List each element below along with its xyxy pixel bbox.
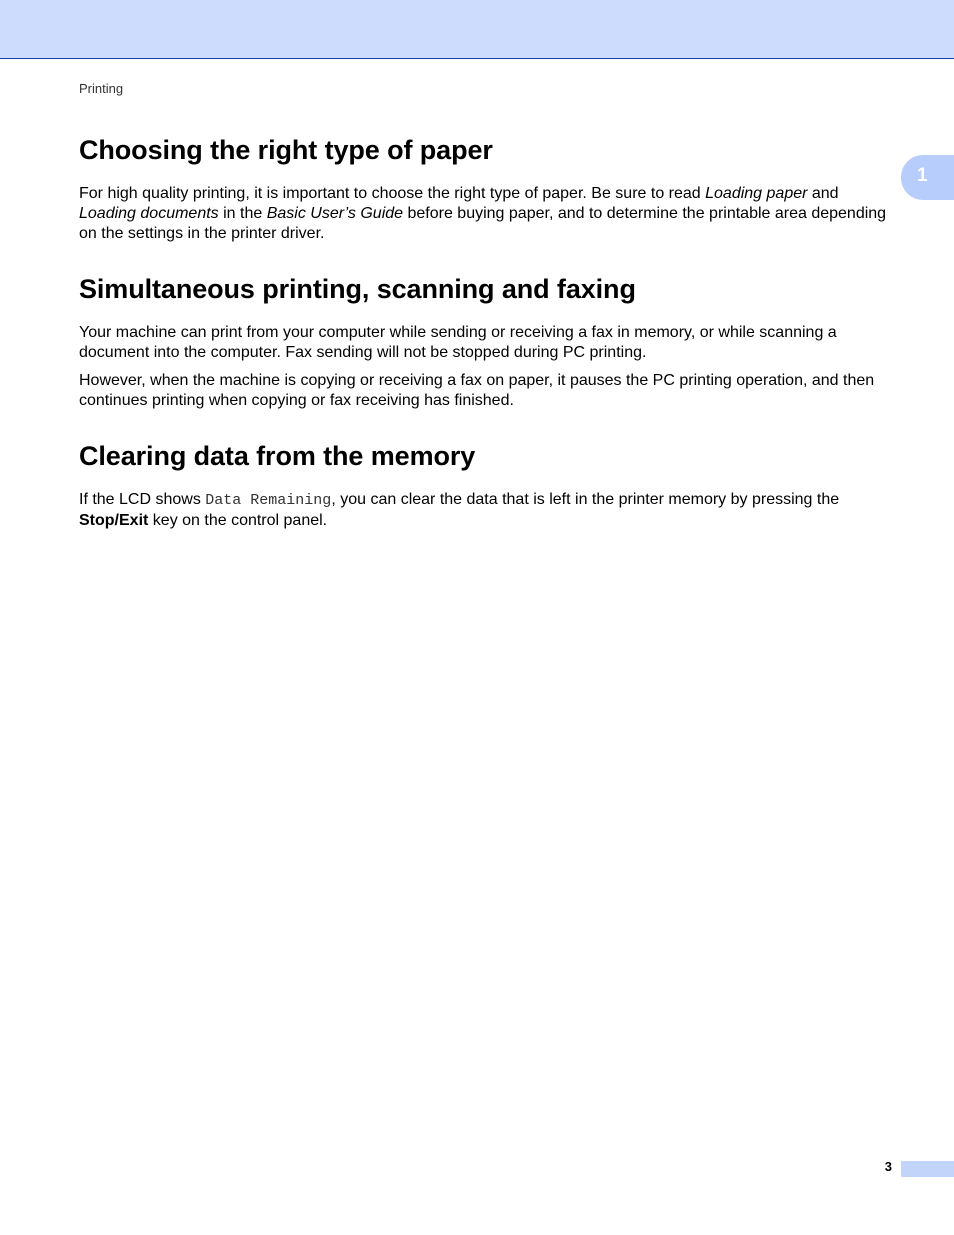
- stop-exit-key-label: Stop/Exit: [79, 512, 149, 529]
- footer-bar: [901, 1161, 954, 1177]
- emphasis-loading-paper: Loading paper: [705, 185, 808, 202]
- text-run: in the: [218, 205, 267, 222]
- text-run: and: [807, 185, 839, 202]
- paragraph: Your machine can print from your computer while sending or receiving a fax in memory, or while scanning a document into the computer. Fax sending will not be stopped during PC printing.: [79, 324, 837, 361]
- text-run: For high quality printing, it is important to choose the right type of paper. Be sure to read: [79, 185, 706, 202]
- paragraph: However, when the machine is copying or receiving a fax on paper, it pauses the PC printing operation, and then continues printing when copying or fax receiving has finished.: [79, 372, 875, 409]
- section-clearing-memory: [79, 440, 891, 531]
- section-heading: Simultaneous printing, scanning and faxing: [79, 274, 636, 304]
- section-heading: Clearing data from the memory: [79, 441, 476, 471]
- emphasis-loading-documents: Loading documents: [79, 205, 219, 222]
- text-run: key on the control panel.: [148, 512, 328, 529]
- section-heading: Choosing the right type of paper: [79, 135, 493, 165]
- text-run: If the LCD shows: [79, 491, 206, 508]
- paragraph: [79, 184, 891, 244]
- lcd-message: Data Remaining: [205, 492, 332, 509]
- chapter-number: 1: [917, 165, 928, 186]
- text-run: , you can clear the data that is left in the printer memory by pressing the: [331, 491, 840, 508]
- section-simultaneous-printing: [79, 273, 891, 411]
- chapter-tab: [901, 155, 954, 200]
- paragraph: [79, 490, 891, 531]
- page-number: 3: [884, 1159, 892, 1174]
- running-header: Printing: [79, 81, 124, 96]
- section-choosing-paper: [79, 134, 891, 244]
- header-band: [0, 0, 954, 59]
- emphasis-basic-users-guide: Basic User’s Guide: [266, 205, 404, 222]
- text-run: before buying paper, and to determine the printable area depending on the settings in the printer driver.: [79, 205, 887, 242]
